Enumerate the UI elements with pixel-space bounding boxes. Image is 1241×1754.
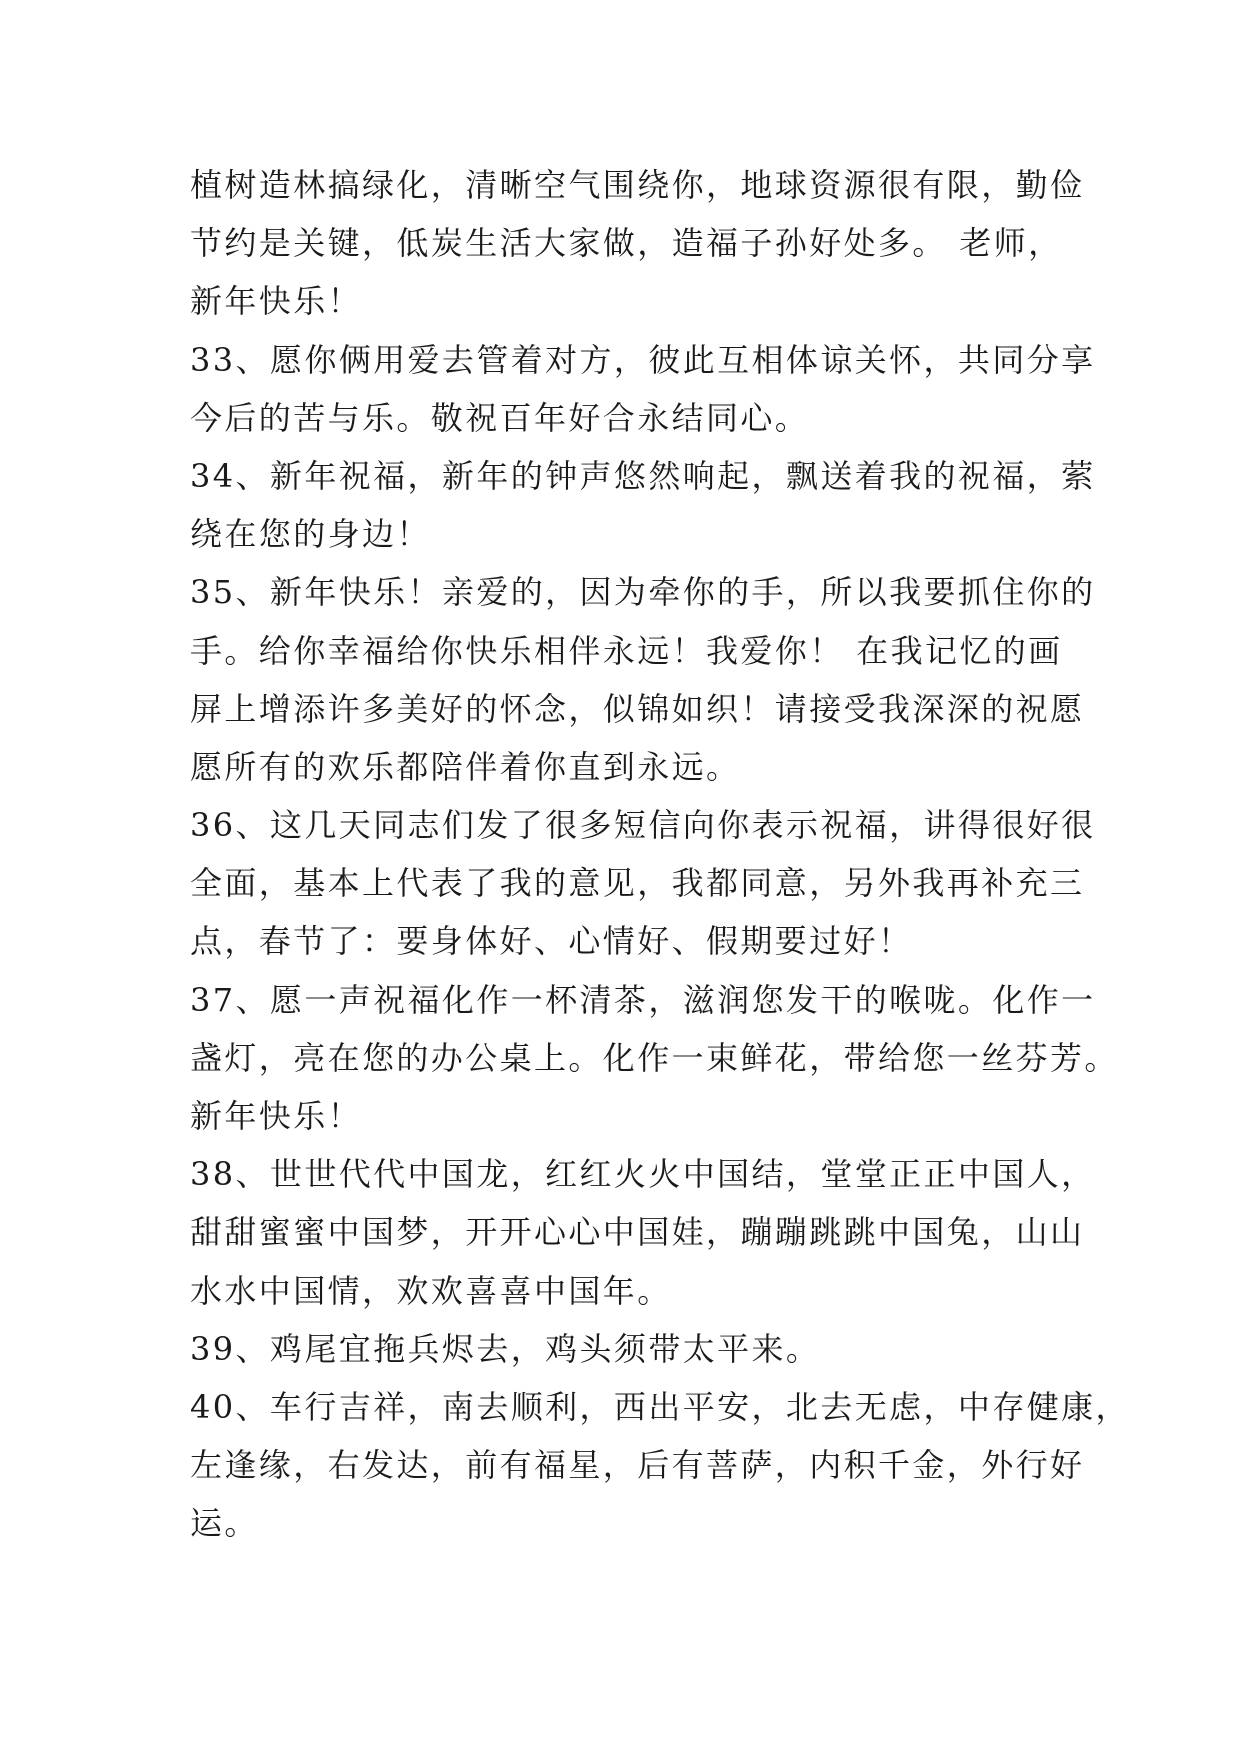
text-line: 水水中国情，欢欢喜喜中国年。 [190,1271,672,1310]
text-line: 甜甜蜜蜜中国梦，开开心心中国娃，蹦蹦跳跳中国兔，山山 [190,1213,1085,1252]
text-line: 新年快乐！ [190,282,363,321]
text-line: 38、世世代代中国龙，红红火火中国结，堂堂正正中国人， [190,1155,1096,1194]
text-line: 35、新年快乐！亲爱的，因为牵你的手，所以我要抓住你的 [190,573,1096,612]
document-body [190,156,1130,1553]
text-line: 今后的苦与乐。敬祝百年好合永结同心。 [190,398,810,437]
text-line: 愿所有的欢乐都陪伴着你直到永远。 [190,747,741,786]
text-line: 新年快乐！ [190,1097,363,1135]
text-line: 37、愿一声祝福化作一杯清茶，滋润您发干的喉咙。化作一 [190,980,1096,1019]
text-line: 植树造林搞绿化，清晰空气围绕你，地球资源很有限，勤俭 [190,166,1085,204]
text-line: 绕在您的身边！ [190,515,431,554]
text-line: 节约是关键，低炭生活大家做，造福子孙好处多。 老师， [190,224,1063,263]
text-line: 点，春节了：要身体好、心情好、假期要过好！ [190,922,913,961]
text-line: 39、鸡尾宜拖兵烬去，鸡头须带太平来。 [190,1329,821,1368]
text-line: 手。给你幸福给你快乐相伴永远！我爱你！ 在我记忆的画 [190,631,1063,670]
text-line: 全面，基本上代表了我的意见，我都同意，另外我再补充三 [190,864,1085,903]
text-line: 左逢缘，右发达，前有福星，后有菩萨，内积千金，外行好 [190,1446,1085,1485]
text-line: 盏灯，亮在您的办公桌上。化作一束鲜花，带给您一丝芬芳。 [190,1038,1119,1077]
text-line: 33、愿你俩用爱去管着对方，彼此互相体谅关怀，共同分享 [190,340,1096,379]
text-line: 34、新年祝福，新年的钟声悠然响起，飘送着我的祝福，萦 [190,456,1096,495]
text-line: 36、这几天同志们发了很多短信向你表示祝福，讲得很好很 [190,806,1096,845]
text-line: 屏上增添许多美好的怀念，似锦如织！请接受我深深的祝愿 [190,689,1085,728]
text-line: 运。 [190,1504,259,1543]
text-line: 40、车行吉祥，南去顺利，西出平安，北去无虑，中存健康， [190,1387,1130,1426]
